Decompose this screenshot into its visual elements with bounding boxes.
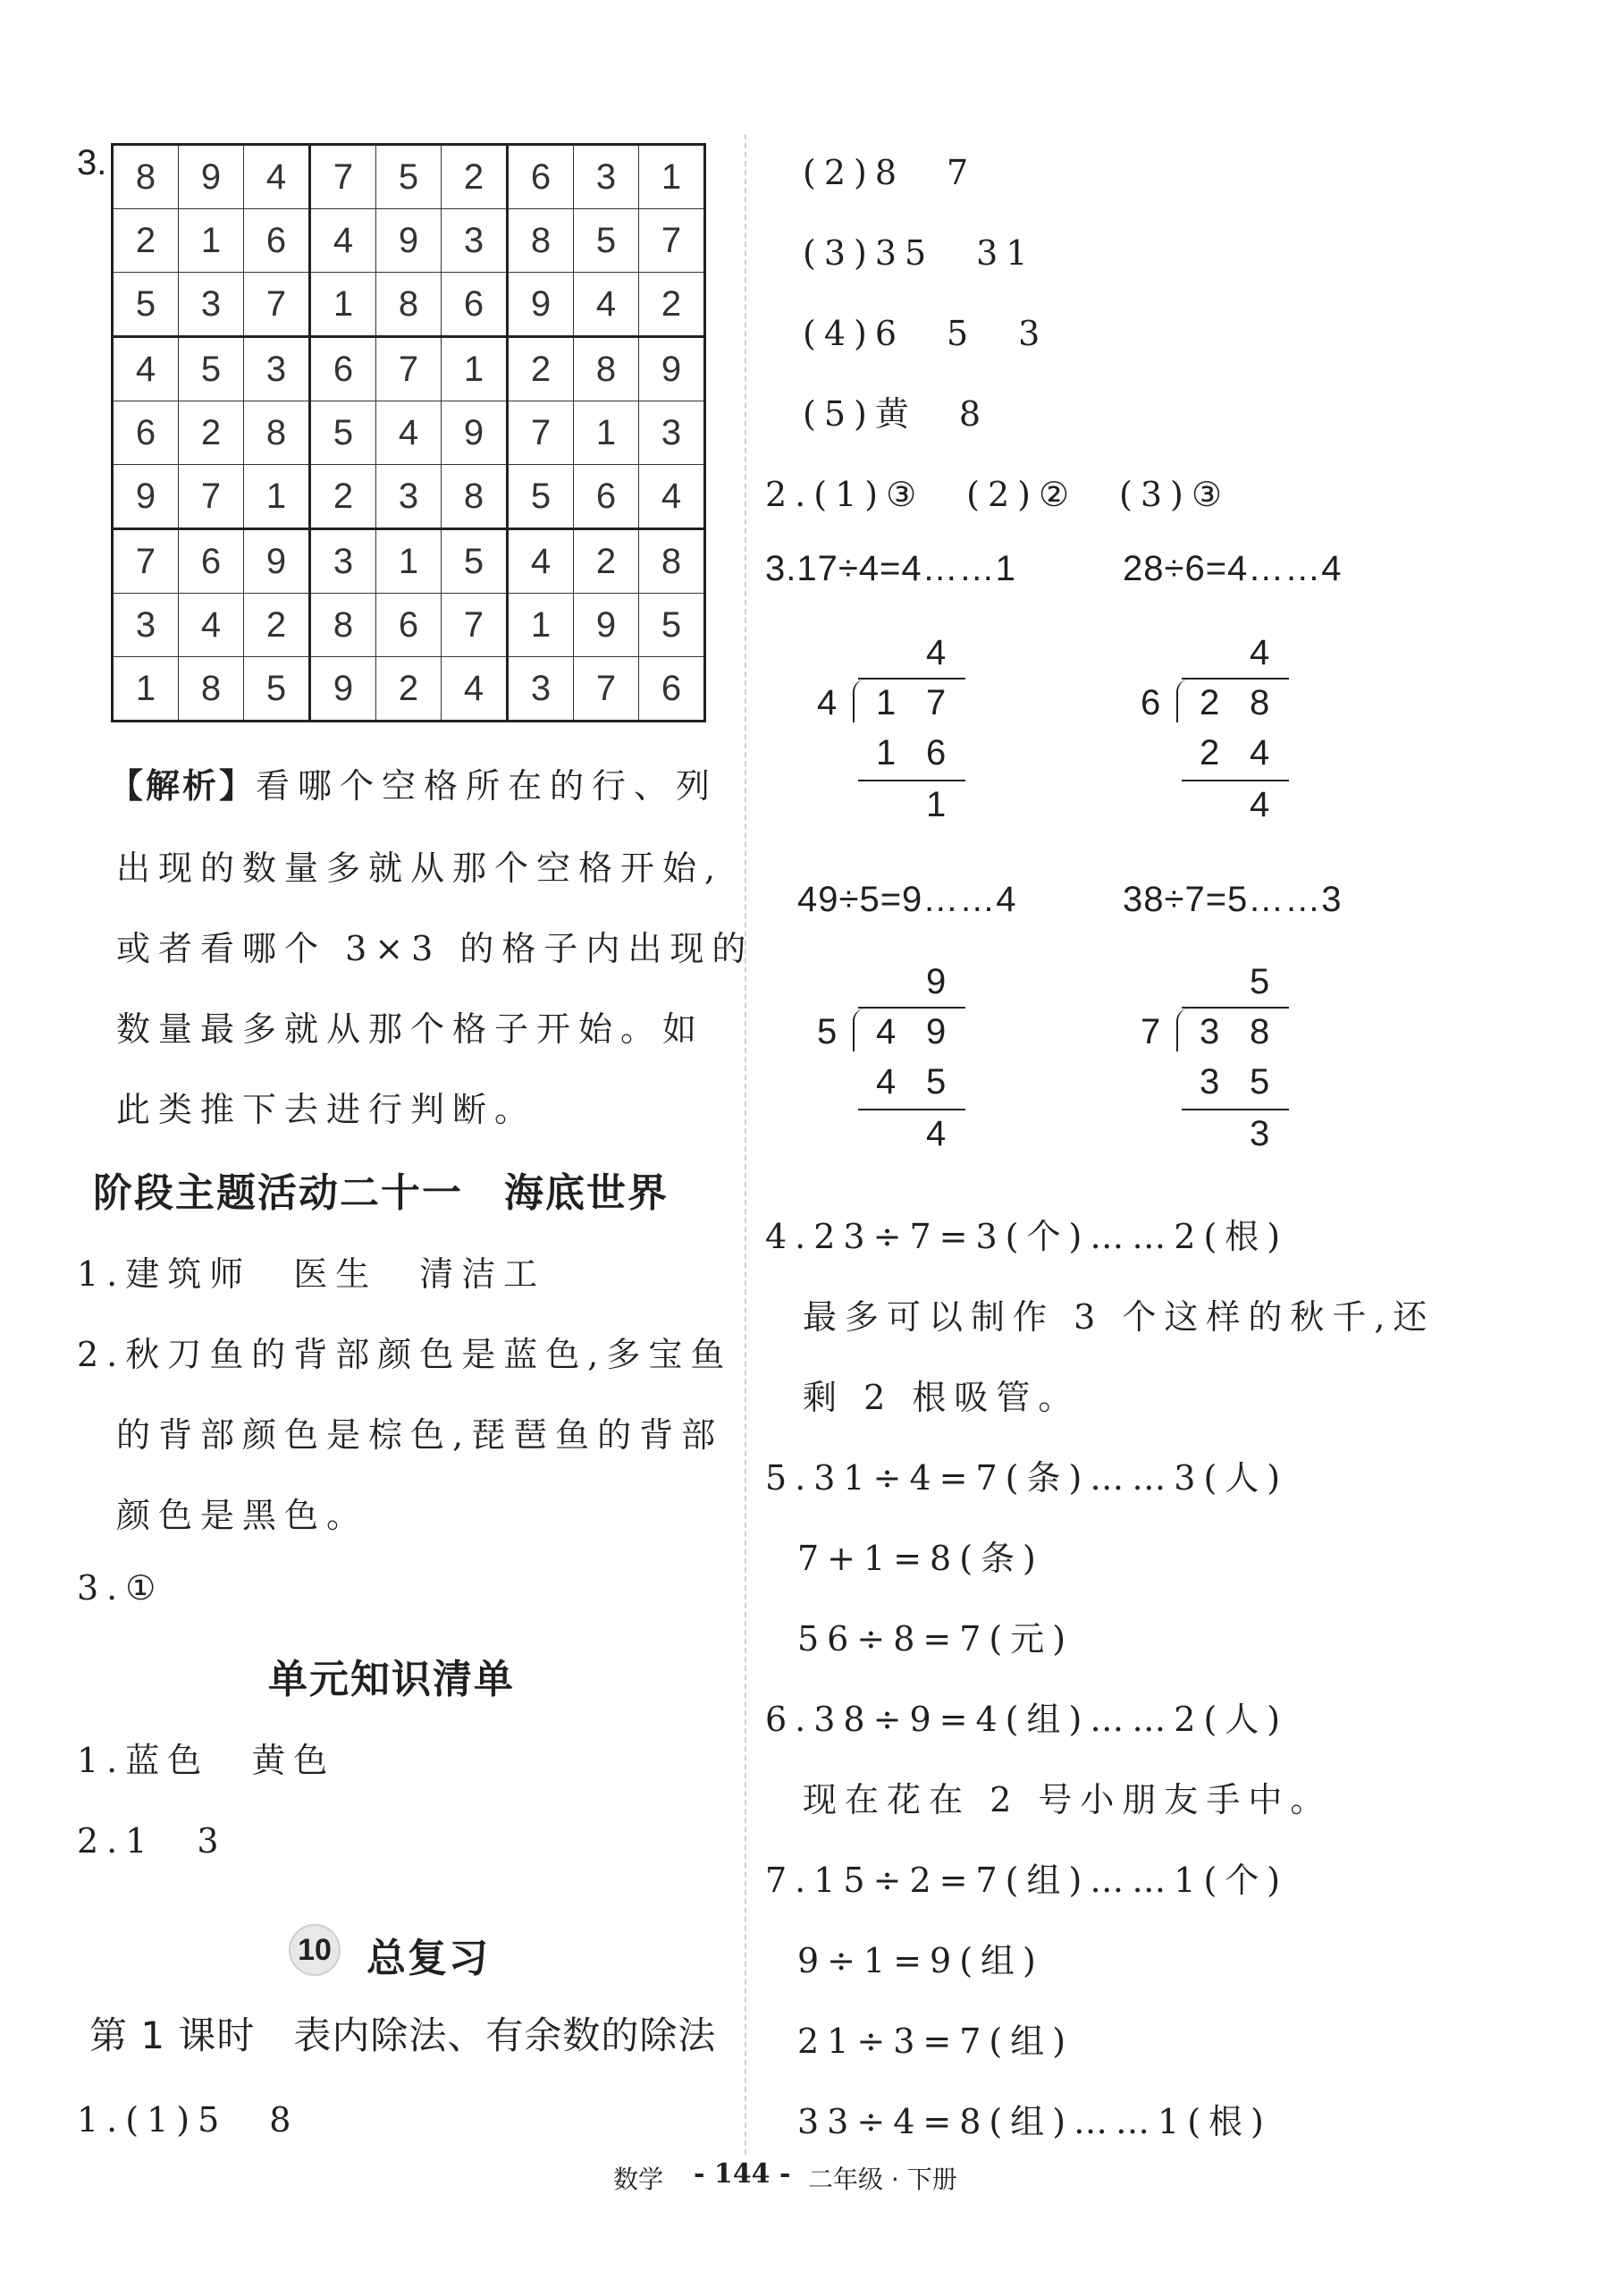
sudoku-cell: 7 [442, 594, 508, 657]
answer-3-equation-c: 49÷5=9……4 [797, 880, 1017, 919]
column-divider [745, 134, 746, 2155]
answer-3-equation-b: 28÷6=4……4 [1123, 549, 1343, 588]
remainder: 4 [926, 1114, 947, 1153]
checklist-answer-1: 1.蓝色 黄色 [77, 1741, 336, 1780]
checklist-answer-2: 2.1 3 [77, 1821, 227, 1861]
division-bar [1182, 1007, 1289, 1009]
sudoku-cell: 3 [113, 594, 179, 657]
chapter-title: 总复习 [366, 1936, 490, 1981]
sudoku-cell: 6 [244, 209, 310, 273]
dividend-digit-1: 1 [876, 683, 897, 722]
product-digit-1: 1 [876, 733, 897, 772]
sudoku-cell: 7 [310, 145, 376, 209]
dividend-digit-1: 4 [876, 1012, 897, 1051]
sudoku-cell: 5 [639, 594, 705, 657]
analysis-line-2: 出现的数量多就从那个空格开始, [116, 848, 724, 888]
sudoku-cell: 8 [442, 465, 508, 529]
sudoku-cell: 6 [310, 337, 376, 401]
sudoku-cell: 1 [179, 209, 244, 273]
analysis-line-5: 此类推下去进行判断。 [116, 1090, 537, 1129]
sudoku-cell: 6 [442, 273, 508, 337]
lesson-title: 第 1 课时 表内除法、有余数的除法 [89, 2013, 717, 2057]
sudoku-cell: 2 [244, 594, 310, 657]
division-bracket [1176, 1009, 1191, 1051]
sudoku-cell: 5 [442, 529, 508, 594]
sudoku-cell: 9 [508, 273, 574, 337]
dividend-digit-2: 8 [1250, 683, 1270, 722]
sudoku-cell: 9 [179, 145, 244, 209]
sudoku-row [113, 273, 705, 337]
sudoku-row [113, 657, 705, 722]
question-3-label: 3. [77, 143, 107, 182]
sudoku-cell: 4 [639, 465, 705, 529]
answer-6-equation: 6.38÷9=4(组)……2(人) [765, 1700, 1289, 1739]
sudoku-cell: 8 [244, 401, 310, 465]
dividend-digit-2: 7 [926, 683, 947, 722]
product-digit-2: 5 [926, 1062, 947, 1102]
sudoku-cell: 2 [179, 401, 244, 465]
answer-1-2: (2)8 7 [803, 153, 977, 192]
analysis-text-1: 看哪个空格所在的行、列 [256, 766, 719, 806]
sudoku-cell: 6 [113, 401, 179, 465]
product-digit-1: 3 [1200, 1062, 1220, 1102]
sudoku-cell: 3 [310, 529, 376, 594]
sudoku-cell: 2 [442, 145, 508, 209]
sudoku-cell: 9 [442, 401, 508, 465]
sudoku-cell: 7 [508, 401, 574, 465]
answer-7-equation-2: 9÷1=9(组) [797, 1941, 1044, 1980]
analysis-tag: 【解析】 [109, 766, 257, 806]
subtraction-bar [858, 780, 965, 781]
activity-answer-2-line-1: 2.秋刀鱼的背部颜色是蓝色,多宝鱼 [77, 1335, 733, 1374]
sudoku-row [113, 465, 705, 529]
sudoku-cell: 1 [244, 465, 310, 529]
sudoku-cell: 1 [442, 337, 508, 401]
answer-4-equation: 4.23÷7=3(个)……2(根) [765, 1217, 1289, 1256]
activity-answer-3: 3.① [77, 1568, 164, 1608]
answer-1-4: (4)6 5 3 [803, 314, 1049, 353]
sudoku-cell: 5 [508, 465, 574, 529]
remainder: 1 [926, 785, 947, 824]
sudoku-cell: 6 [508, 145, 574, 209]
sudoku-cell: 3 [442, 209, 508, 273]
lesson-answer-1: 1.(1)5 8 [77, 2100, 299, 2140]
answer-5-equation-2: 7+1=8(条) [797, 1539, 1044, 1578]
page-number: - 144 - [694, 2158, 791, 2190]
sudoku-cell: 8 [376, 273, 442, 337]
dividend-digit-1: 2 [1200, 683, 1220, 722]
sudoku-cell: 9 [113, 465, 179, 529]
sudoku-row [113, 594, 705, 657]
product-digit-2: 6 [926, 733, 947, 772]
sudoku-cell: 4 [310, 209, 376, 273]
sudoku-cell: 4 [113, 337, 179, 401]
quotient: 4 [1250, 633, 1270, 672]
sudoku-cell: 2 [639, 273, 705, 337]
sudoku-cell: 7 [639, 209, 705, 273]
sudoku-cell: 1 [113, 657, 179, 722]
checklist-heading: 单元知识清单 [268, 1657, 515, 1702]
sudoku-cell: 2 [376, 657, 442, 722]
sudoku-cell: 8 [508, 209, 574, 273]
sudoku-cell: 7 [113, 529, 179, 594]
sudoku-cell: 4 [508, 529, 574, 594]
answer-7-equation-3: 21÷3=7(组) [797, 2022, 1074, 2061]
division-bar [858, 678, 965, 680]
sudoku-cell: 8 [113, 145, 179, 209]
answer-3-equation-a: 3.17÷4=4……1 [765, 549, 1016, 588]
answer-7-equation-4: 33÷4=8(组)……1(根) [797, 2102, 1272, 2141]
analysis-line-1 [109, 758, 718, 807]
division-bracket [853, 680, 867, 722]
footer-grade: 二年级 · 下册 [808, 2165, 957, 2194]
subtraction-bar [858, 1109, 965, 1110]
answer-5-equation-3: 56÷8=7(元) [797, 1619, 1074, 1659]
division-bar [1182, 678, 1289, 680]
quotient: 5 [1250, 962, 1270, 1001]
answer-4-line-1: 最多可以制作 3 个这样的秋千,还 [803, 1297, 1436, 1337]
sudoku-cell: 9 [639, 337, 705, 401]
dividend-digit-1: 3 [1200, 1012, 1220, 1051]
division-bracket [853, 1009, 867, 1051]
sudoku-cell: 4 [442, 657, 508, 722]
subtraction-bar [1182, 1109, 1289, 1110]
sudoku-cell: 2 [310, 465, 376, 529]
division-bracket [1176, 680, 1191, 722]
sudoku-cell: 5 [179, 337, 244, 401]
sudoku-row [113, 529, 705, 594]
sudoku-cell: 4 [376, 401, 442, 465]
sudoku-row [113, 209, 705, 273]
long-division-38-by-7 [1137, 964, 1334, 1169]
long-division-17-by-4 [813, 635, 1010, 840]
sudoku-cell: 8 [639, 529, 705, 594]
long-division-28-by-6 [1137, 635, 1334, 840]
remainder: 4 [1250, 785, 1270, 824]
sudoku-cell: 6 [639, 657, 705, 722]
answer-1-3: (3)35 31 [803, 233, 1036, 273]
activity-heading: 阶段主题活动二十一 海底世界 [93, 1170, 669, 1216]
sudoku-cell: 5 [376, 145, 442, 209]
sudoku-cell: 2 [508, 337, 574, 401]
answer-4-line-2: 剩 2 根吸管。 [803, 1378, 1081, 1417]
sudoku-cell: 7 [574, 657, 639, 722]
division-bar [858, 1007, 965, 1009]
sudoku-cell: 2 [113, 209, 179, 273]
sudoku-cell: 5 [310, 401, 376, 465]
sudoku-cell: 6 [574, 465, 639, 529]
sudoku-cell: 3 [639, 401, 705, 465]
dividend-digit-2: 8 [1250, 1012, 1270, 1051]
product-digit-2: 4 [1250, 733, 1270, 772]
divisor: 7 [1141, 1012, 1161, 1051]
sudoku-cell: 5 [113, 273, 179, 337]
analysis-line-3: 或者看哪个 3×3 的格子内出现的 [116, 929, 754, 968]
sudoku-cell: 7 [376, 337, 442, 401]
sudoku-cell: 1 [310, 273, 376, 337]
answer-5-equation-1: 5.31÷4=7(条)……3(人) [765, 1458, 1289, 1498]
sudoku-cell: 3 [179, 273, 244, 337]
analysis-line-4: 数量最多就从那个格子开始。如 [116, 1009, 705, 1049]
sudoku-cell: 4 [244, 145, 310, 209]
sudoku-cell: 1 [639, 145, 705, 209]
sudoku-cell: 5 [574, 209, 639, 273]
answer-6-line: 现在花在 2 号小朋友手中。 [803, 1780, 1333, 1819]
sudoku-cell: 3 [244, 337, 310, 401]
product-digit-1: 4 [876, 1062, 897, 1102]
activity-answer-2-line-2: 的背部颜色是棕色,琵琶鱼的背部 [116, 1415, 724, 1455]
sudoku-cell: 8 [310, 594, 376, 657]
long-division-49-by-5 [813, 964, 1010, 1169]
sudoku-cell: 9 [310, 657, 376, 722]
sudoku-cell: 2 [574, 529, 639, 594]
sudoku-cell: 9 [244, 529, 310, 594]
subtraction-bar [1182, 780, 1289, 781]
product-digit-1: 2 [1200, 733, 1220, 772]
answer-1-5: (5)黄 8 [803, 394, 990, 434]
divisor: 6 [1141, 683, 1161, 722]
quotient: 9 [926, 962, 947, 1001]
sudoku-cell: 5 [244, 657, 310, 722]
sudoku-cell: 3 [508, 657, 574, 722]
answer-2: 2.(1)③ (2)② (3)③ [765, 475, 1230, 514]
sudoku-cell: 9 [574, 594, 639, 657]
sudoku-cell: 9 [376, 209, 442, 273]
sudoku-cell: 3 [574, 145, 639, 209]
sudoku-cell: 1 [376, 529, 442, 594]
product-digit-2: 5 [1250, 1062, 1270, 1102]
sudoku-cell: 6 [376, 594, 442, 657]
sudoku-cell: 4 [574, 273, 639, 337]
sudoku-cell: 1 [574, 401, 639, 465]
activity-answer-2-line-3: 颜色是黑色。 [116, 1496, 369, 1535]
divisor: 4 [817, 683, 838, 722]
dividend-digit-2: 9 [926, 1012, 947, 1051]
quotient: 4 [926, 633, 947, 672]
sudoku-cell: 1 [508, 594, 574, 657]
sudoku-cell: 3 [376, 465, 442, 529]
sudoku-cell: 8 [574, 337, 639, 401]
footer-subject: 数学 [613, 2165, 664, 2194]
sudoku-cell: 7 [179, 465, 244, 529]
divisor: 5 [817, 1012, 838, 1051]
sudoku-cell: 6 [179, 529, 244, 594]
sudoku-cell: 8 [179, 657, 244, 722]
sudoku-cell: 4 [179, 594, 244, 657]
sudoku-row [113, 337, 705, 401]
sudoku-grid [111, 143, 706, 722]
chapter-number-badge: 10 [289, 1924, 341, 1976]
activity-answer-1: 1.建筑师 医生 清洁工 [77, 1254, 546, 1294]
sudoku-row [113, 145, 705, 209]
sudoku-row [113, 401, 705, 465]
answer-3-equation-d: 38÷7=5……3 [1123, 880, 1343, 919]
remainder: 3 [1250, 1114, 1270, 1153]
sudoku-cell: 7 [244, 273, 310, 337]
answer-7-equation-1: 7.15÷2=7(组)……1(个) [765, 1861, 1289, 1900]
